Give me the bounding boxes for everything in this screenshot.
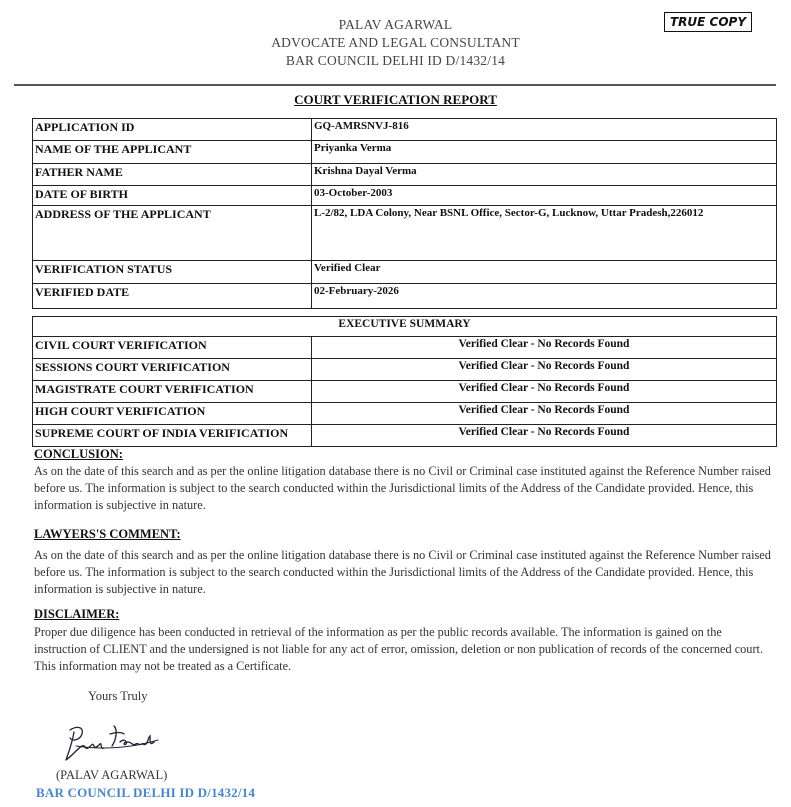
footer-bar-id: BAR COUNCIL DELHI ID D/1432/14: [36, 785, 256, 800]
row-label: DATE OF BIRTH: [33, 186, 312, 206]
advocate-designation: ADVOCATE AND LEGAL CONSULTANT: [271, 35, 520, 50]
table-row: [33, 186, 777, 206]
court-result: Verified Clear - No Records Found: [312, 381, 777, 403]
conclusion-body: As on the date of this search and as per the online litigation database there is no Civil or Criminal case instituted against the Reference Number raised before us. The information is subject to the search conducted within the Jurisdictional limits of the Address of the Candidate provided. Hence, this information is subjective in nature.: [34, 464, 771, 512]
row-label: FATHER NAME: [33, 164, 312, 186]
table-row: [33, 284, 777, 309]
conclusion-title: CONCLUSION:: [34, 447, 123, 461]
table-row: [33, 337, 777, 359]
row-label: VERIFICATION STATUS: [33, 261, 312, 284]
table-row: [33, 164, 777, 186]
court-label: SUPREME COURT OF INDIA VERIFICATION: [33, 425, 312, 447]
table-row: [33, 261, 777, 284]
row-value: L-2/82, LDA Colony, Near BSNL Office, Sector-G, Lucknow, Uttar Pradesh,226012: [312, 206, 777, 261]
table-row: [33, 381, 777, 403]
row-value: Verified Clear: [312, 261, 777, 284]
advocate-name: PALAV AGARWAL: [338, 17, 453, 32]
court-label: HIGH COURT VERIFICATION: [33, 403, 312, 425]
row-value: GQ-AMRSNVJ-816: [312, 119, 777, 141]
table-row: [33, 425, 777, 447]
table-row: [33, 119, 777, 141]
disclaimer-body: Proper due diligence has been conducted in retrieval of the information as per the public records available. The information is gained on the instruction of CLIENT and the undersigned is not liable for any act of error, omission, deletion or non publication of records of the concerned court. This information may not be treated as a Certificate.: [34, 625, 764, 673]
lawyers-comment-title: LAWYERS'S COMMENT:: [34, 527, 181, 541]
table-row: [33, 206, 777, 261]
table-row: [33, 403, 777, 425]
applicant-details-table: [32, 118, 777, 309]
row-label: APPLICATION ID: [33, 119, 312, 141]
lawyers-comment-body: As on the date of this search and as per the online litigation database there is no Civil or Criminal case instituted against the Reference Number raised before us. The information is subject to the search conducted within the Jurisdictional limits of the Address of the Candidate provided. Hence, this information is subjective in nature.: [34, 548, 771, 596]
header-bar-id: BAR COUNCIL DELHI ID D/1432/14: [285, 53, 506, 68]
row-value: Krishna Dayal Verma: [312, 164, 777, 186]
true-copy-stamp: TRUE COPY: [664, 12, 752, 32]
court-result: Verified Clear - No Records Found: [312, 359, 777, 381]
court-label: CIVIL COURT VERIFICATION: [33, 337, 312, 359]
court-label: MAGISTRATE COURT VERIFICATION: [33, 381, 312, 403]
court-result: Verified Clear - No Records Found: [312, 337, 777, 359]
court-label: SESSIONS COURT VERIFICATION: [33, 359, 312, 381]
disclaimer-title: DISCLAIMER:: [34, 607, 120, 621]
row-value: 03-October-2003: [312, 186, 777, 206]
court-result: Verified Clear - No Records Found: [312, 425, 777, 447]
table-header-row: [33, 317, 777, 337]
signature-image: [62, 716, 172, 766]
row-label: ADDRESS OF THE APPLICANT: [33, 206, 312, 261]
signatory-name: (PALAV AGARWAL): [56, 768, 168, 782]
row-label: VERIFIED DATE: [33, 284, 312, 309]
row-value: 02-February-2026: [312, 284, 777, 309]
table-row: [33, 141, 777, 164]
row-value: Priyanka Verma: [312, 141, 777, 164]
executive-summary-table: [32, 316, 777, 447]
yours-truly: Yours Truly: [88, 689, 148, 703]
report-title: COURT VERIFICATION REPORT: [294, 92, 497, 107]
header-divider: [14, 84, 776, 86]
table-row: [33, 359, 777, 381]
row-label: NAME OF THE APPLICANT: [33, 141, 312, 164]
executive-summary-heading: EXECUTIVE SUMMARY: [33, 317, 777, 337]
court-result: Verified Clear - No Records Found: [312, 403, 777, 425]
